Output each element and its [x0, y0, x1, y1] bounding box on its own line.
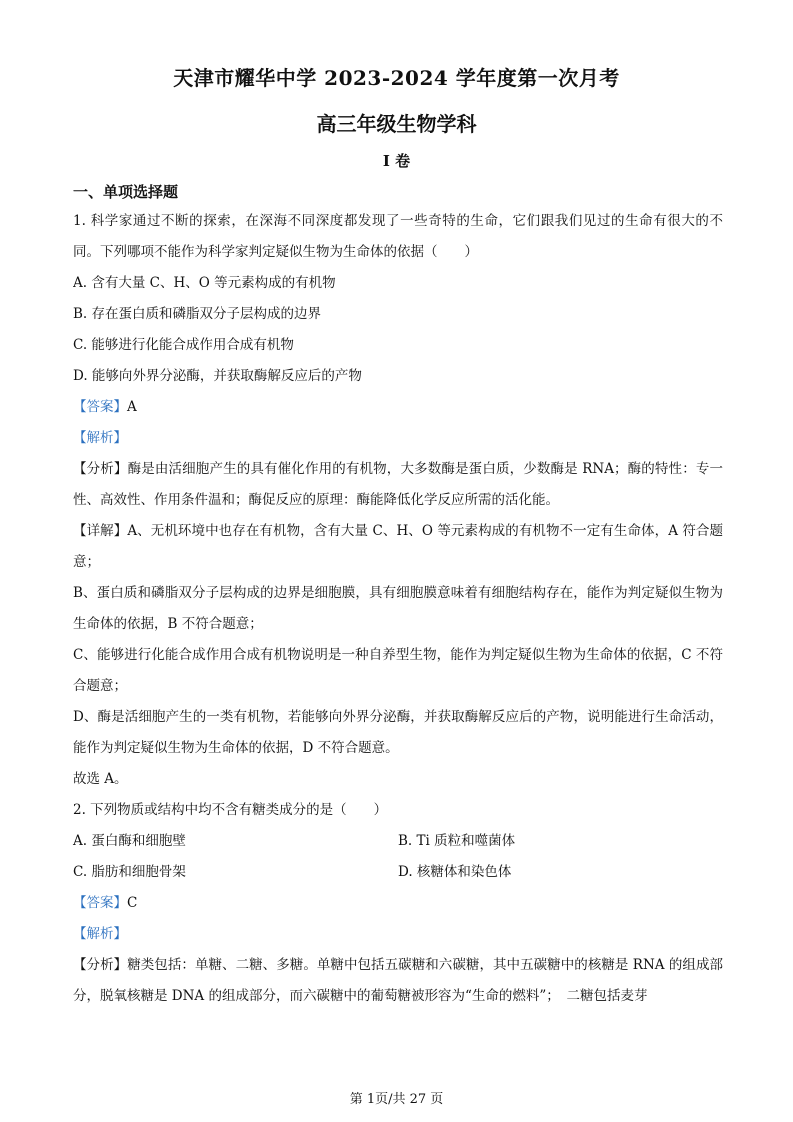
answer-tag: 【答案】 — [73, 399, 127, 415]
q1-xiangjie — [73, 516, 723, 578]
q1-option-b: B. 存在蛋白质和磷脂双分子层构成的边界 — [73, 306, 322, 322]
q2-option-b: B. Ti 质粒和噬菌体 — [398, 833, 516, 849]
fenxi-text: 糖类包括：单糖、二糖、多糖。单糖中包括五碳糖和六碳糖，其中五碳糖中的核糖是 RNA 的组成部分，脱氧核糖是 DNA 的组成部分，而六碳糖中的葡萄糖被形容为“生命的燃料”； 二糖包括麦芽 — [73, 957, 724, 1004]
content-body — [73, 206, 723, 1012]
q1-option-c: C. 能够进行化能合成作用合成有机物 — [73, 337, 294, 353]
analysis-tag: 【解析】 — [73, 430, 127, 446]
q2-analysis-label — [73, 919, 723, 950]
exam-subtitle: 高三年级生物学科 — [316, 112, 477, 136]
page-number: 第 1页/共 27 页 — [349, 1092, 444, 1107]
answer-value: C — [127, 895, 138, 911]
q1-option-d: D. 能够向外界分泌酶，并获取酶解反应后的产物 — [73, 368, 362, 384]
q2-option-d: D. 核糖体和染色体 — [398, 864, 512, 880]
xiangjie-tag: 【详解】 — [73, 523, 128, 539]
fenxi-text: 酶是由活细胞产生的具有催化作用的有机物，大多数酶是蛋白质，少数酶是 RNA；酶的特性：专一性、高效性、作用条件温和；酶促反应的原理：酶能降低化学反应所需的活化能。 — [73, 461, 723, 508]
question-2-stem: 2. 下列物质或结构中均不含有糖类成分的是（ ） — [73, 802, 388, 818]
q2-answer — [73, 888, 723, 919]
q1-detail-c: C、能够进行化能合成作用合成有机物说明是一种自养型生物，能作为判定疑似生物为生命体的依据，C 不符合题意； — [73, 647, 723, 694]
q2-option-c: C. 脂肪和细胞骨架 — [73, 864, 186, 880]
q1-conclusion: 故选 A。 — [73, 771, 128, 787]
q1-answer — [73, 392, 723, 423]
q1-fenxi — [73, 454, 723, 516]
q2-option-a: A. 蛋白酶和细胞壁 — [73, 833, 186, 849]
fenxi-tag: 【分析】 — [73, 461, 128, 477]
question-1-stem: 1. 科学家通过不断的探索，在深海不同深度都发现了一些奇特的生命，它们跟我们见过的生命有很大的不同。下列哪项不能作为科学家判定疑似生物为生命体的依据（ ） — [73, 213, 723, 260]
q1-detail-b: B、蛋白质和磷脂双分子层构成的边界是细胞膜，具有细胞膜意味着有细胞结构存在，能作为判定疑似生物为生命体的依据，B 不符合题意； — [73, 585, 723, 632]
section-heading: 一、单项选择题 — [73, 183, 179, 201]
analysis-tag: 【解析】 — [73, 926, 127, 942]
answer-tag: 【答案】 — [73, 895, 127, 911]
q2-options-row-1 — [73, 826, 723, 857]
exam-title: 天津市耀华中学 2023-2024 学年度第一次月考 — [173, 66, 620, 90]
q2-options-row-2 — [73, 857, 723, 888]
q1-analysis-label — [73, 423, 723, 454]
xiangjie-text: A、无机环境中也存在有机物，含有大量 C、H、O 等元素构成的有机物不一定有生命体，A 符合题意； — [73, 523, 724, 570]
volume-label: I 卷 — [382, 152, 411, 170]
fenxi-tag: 【分析】 — [73, 957, 128, 973]
answer-value: A — [127, 399, 137, 415]
q1-option-a: A. 含有大量 C、H、O 等元素构成的有机物 — [73, 275, 336, 291]
q1-detail-d: D、酶是活细胞产生的一类有机物，若能够向外界分泌酶，并获取酶解反应后的产物，说明能进行生命活动，能作为判定疑似生物为生命体的依据，D 不符合题意。 — [73, 709, 723, 756]
q2-fenxi — [73, 950, 723, 1012]
